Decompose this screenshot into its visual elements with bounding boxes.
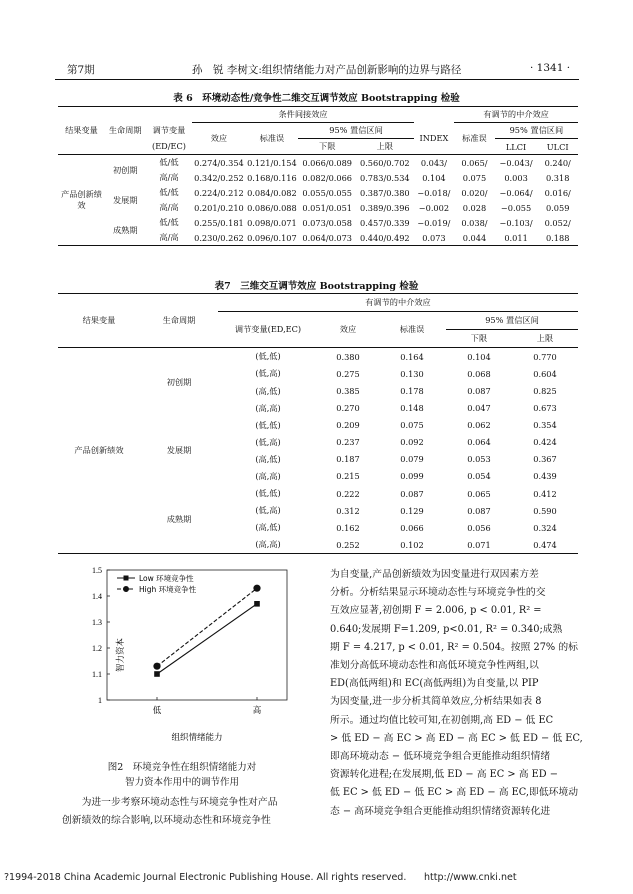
header-rule: [55, 79, 579, 80]
t6-h-lower: 下限: [319, 141, 336, 151]
y-axis-label: 智力资本: [116, 637, 126, 673]
t7-stage: 初创期: [166, 376, 192, 387]
t7-stage: 成熟期: [166, 513, 192, 524]
t6-cell: 0.020/: [461, 187, 488, 198]
t6-cell: 0.051/0.051: [302, 202, 353, 213]
t7-cell: (高,高): [255, 470, 281, 481]
t7-cell: 0.087: [400, 488, 424, 499]
y-tick-label: 1.4: [92, 592, 102, 601]
t7-cell: 0.129: [400, 505, 424, 516]
t6-cell: 0.188: [545, 232, 570, 243]
t6-h-ci2: 95% 置信区间: [495, 123, 578, 139]
t7-h-group: 有调节的中介效应: [218, 294, 578, 312]
t7-cell: (低,高): [255, 368, 281, 379]
t6-cell: 低/低: [159, 187, 179, 197]
t6-cell: 0.086/0.088: [247, 202, 297, 213]
t7-cell: 0.056: [467, 522, 491, 533]
page-number: · 1341 ·: [530, 62, 571, 74]
t7-cell: 0.439: [533, 471, 557, 482]
t6-outcome: 产品创新绩效: [61, 189, 102, 210]
t7-cell: 0.071: [467, 539, 491, 550]
t6-cell: 0.075: [462, 172, 487, 183]
y-tick-label: 1.5: [92, 566, 102, 575]
t6-cell: 0.059: [545, 202, 570, 213]
t6-cell: 0.098/0.071: [247, 217, 297, 228]
t6-cell: 0.201/0.210: [194, 202, 244, 213]
journal-issue: 第7期: [67, 64, 95, 76]
t7-cell: 0.367: [533, 454, 557, 465]
t6-h-se: 标准误: [259, 133, 285, 143]
t7-cell: 0.164: [400, 351, 424, 362]
t7-cell: 0.825: [533, 386, 557, 397]
text-line: 期 F = 4.217, p < 0.01, R² = 0.504。按照 27% 的标: [330, 641, 578, 653]
t6-h-moderator2: (ED/EC): [152, 141, 186, 152]
t7-h-effect: 效应: [339, 324, 357, 335]
t6-cell: 0.255/0.181: [194, 217, 244, 228]
t7-h-lower: 下限: [470, 333, 488, 344]
text-line: 即高环境动态 − 低环境竞争组合更能推动组织情绪: [330, 751, 551, 763]
t6-cell: 0.065/: [461, 157, 488, 168]
t6-cell: 0.082/0.066: [302, 172, 353, 183]
y-tick-label: 1: [98, 696, 102, 705]
t6-cell: −0.103/: [499, 217, 533, 228]
text-line: > 低 ED − 高 EC > 高 ED − 高 EC > 低 ED − 低 EC,: [330, 732, 583, 744]
t7-cell: 0.474: [533, 539, 557, 550]
t6-h-stage: 生命周期: [108, 125, 142, 135]
t6-cell: 0.038/: [461, 217, 488, 228]
t7-cell: 0.162: [336, 522, 360, 533]
text-line: 准划分高低环境动态性和高低环境竞争性两组,以: [330, 660, 539, 672]
t6-cell: 0.073/0.058: [302, 217, 353, 228]
series-point-2: [253, 585, 260, 592]
text-line: 分析。分析结果显示环境动态性与环境竞争性的交: [330, 587, 546, 599]
t7-cell: 0.102: [400, 539, 424, 550]
t6-cell: 0.064/0.073: [302, 232, 353, 243]
t7-cell: 0.222: [336, 488, 360, 499]
figure2-caption-line2: 智力资本作用中的调节作用: [124, 777, 239, 788]
t6-cell: 低/低: [159, 217, 179, 227]
x-tick-label: 高: [252, 706, 262, 716]
text-line: 0.640;发展期 F=1.209, p<0.01, R² = 0.340;成熟: [330, 623, 563, 635]
t6-cell: −0.002: [418, 202, 450, 213]
t6-cell: 高/高: [159, 232, 179, 242]
t7-cell: 0.324: [533, 522, 557, 533]
t6-cell: 0.240/: [544, 157, 571, 168]
table7: [58, 293, 578, 554]
t6-h-group1: 条件间接效应: [192, 107, 413, 123]
t6-cell: 0.028: [462, 202, 487, 213]
t7-h-outcome: 结果变量: [82, 315, 116, 326]
t6-h-moderator: 调节变量: [152, 125, 186, 135]
left-column-text: [62, 794, 314, 830]
t6-cell: 0.003: [504, 172, 528, 183]
y-tick-label: 1.1: [92, 670, 102, 679]
t6-cell: 0.121/0.154: [247, 157, 297, 168]
t7-h-stage: 生命周期: [162, 315, 196, 326]
text-line: 资源转化进程;在发展期,低 ED − 高 EC > 高 ED −: [330, 769, 558, 781]
t7-cell: 0.054: [467, 471, 491, 482]
t7-cell: (高,高): [255, 402, 281, 413]
t6-cell: 0.389/0.396: [360, 202, 410, 213]
t7-cell: (低,低): [255, 351, 281, 362]
t6-cell: 0.342/0.252: [194, 172, 244, 183]
t6-cell: −0.064/: [499, 187, 533, 198]
t6-h-ci: 95% 置信区间: [298, 123, 413, 139]
t7-cell: 0.087: [467, 386, 491, 397]
t6-stage: 初创期: [112, 164, 138, 175]
t7-cell: 0.215: [336, 471, 360, 482]
t7-cell: 0.209: [336, 420, 360, 431]
t6-h-index: INDEX: [419, 133, 449, 144]
t7-cell: 0.047: [467, 403, 491, 414]
t6-cell: −0.018/: [417, 187, 451, 198]
t7-cell: 0.092: [400, 437, 424, 448]
t7-cell: 0.064: [467, 437, 491, 448]
t6-cell: 0.016/: [544, 187, 571, 198]
legend-label-2: High 环境竞争性: [139, 585, 197, 594]
t6-h-group2: 有调节的中介效应: [454, 107, 578, 123]
t7-cell: 0.104: [467, 351, 491, 362]
legend-label-1: Low 环境竞争性: [139, 574, 194, 583]
footer-copyright: ?1994-2018 China Academic Journal Electronic Publishing House. All rights reserved.: [4, 872, 407, 883]
series-point-1: [154, 671, 160, 677]
running-title: 孙 锐 李树文:组织情绪能力对产品创新影响的边界与路径: [192, 64, 462, 76]
t7-cell: (高,低): [255, 453, 281, 464]
figure2-caption: [62, 760, 302, 790]
t7-cell: 0.237: [336, 437, 360, 448]
x-axis-label: 组织情绪能力: [171, 733, 223, 743]
text-line: 创新绩效的综合影响,以环境动态性和环境竞争性: [62, 815, 271, 827]
legend-marker-1: [124, 576, 129, 581]
t7-cell: 0.270: [336, 403, 360, 414]
t7-cell: 0.087: [467, 505, 491, 516]
t7-cell: 0.075: [400, 420, 424, 431]
text-line: ED(高低两组)和 EC(高低两组)为自变量,以 PIP: [330, 678, 539, 690]
t6-cell: 0.104: [422, 172, 446, 183]
t7-cell: 0.079: [400, 454, 424, 465]
t6-h-ulci: ULCI: [546, 141, 569, 152]
t7-cell: (低,高): [255, 436, 281, 447]
t6-cell: 0.096/0.107: [247, 232, 297, 243]
t6-cell: 0.274/0.354: [194, 157, 244, 168]
text-line: 为因变量,进一步分析其简单效应,分析结果如表 8: [330, 696, 542, 708]
text-line: 态 − 高环境竞争组合更能推动组织情绪资源转化进: [330, 805, 551, 817]
text-line: 所示。通过均值比较可知,在初创期,高 ED − 低 EC: [330, 714, 554, 726]
figure2-caption-line1: 图2 环境竞争性在组织情绪能力对: [107, 762, 257, 773]
t7-cell: (低,低): [255, 419, 281, 430]
t7-cell: (高,低): [255, 385, 281, 396]
t7-cell: 0.130: [400, 368, 424, 379]
t7-cell: 0.062: [467, 420, 491, 431]
text-line: 互效应显著,初创期 F = 2.006, p < 0.01, R² =: [330, 605, 542, 617]
t7-cell: 0.354: [533, 420, 557, 431]
t6-cell: 0.783/0.534: [360, 172, 410, 183]
x-tick-label: 低: [152, 706, 162, 716]
footer-url: http://www.cnki.net: [424, 872, 517, 883]
t7-cell: 0.424: [533, 437, 557, 448]
t7-cell: 0.187: [336, 454, 360, 465]
series-line-2: [157, 588, 257, 666]
t7-cell: 0.148: [400, 403, 424, 414]
t6-cell: 高/高: [159, 172, 179, 182]
t7-cell: 0.385: [336, 386, 360, 397]
t6-cell: 0.084/0.082: [247, 187, 297, 198]
t7-cell: 0.099: [400, 471, 424, 482]
t6-cell: 0.052/: [544, 217, 571, 228]
table6: [58, 106, 578, 246]
right-column-text: [330, 566, 583, 821]
t7-cell: 0.053: [467, 454, 491, 465]
series-point-1: [254, 601, 260, 607]
t6-cell: 0.055/0.055: [302, 187, 353, 198]
text-line: 为自变量,产品创新绩效为因变量进行双因素方差: [330, 569, 539, 580]
t7-cell: (低,低): [255, 488, 281, 499]
t7-cell: 0.252: [336, 539, 360, 550]
t6-cell: 0.044: [462, 232, 487, 243]
t7-cell: 0.065: [467, 488, 491, 499]
t7-h-se: 标准误: [399, 324, 425, 335]
t7-cell: 0.412: [533, 488, 557, 499]
t7-cell: 0.178: [400, 386, 424, 397]
t6-cell: −0.019/: [417, 217, 451, 228]
t6-cell: 0.560/0.702: [360, 157, 410, 168]
t7-cell: 0.770: [533, 351, 557, 362]
t7-stage: 发展期: [166, 445, 192, 456]
t7-cell: 0.312: [336, 505, 360, 516]
t6-cell: 0.224/0.212: [194, 187, 244, 198]
text-line: 为进一步考察环境动态性与环境竞争性对产品: [81, 797, 278, 808]
y-tick-label: 1.3: [92, 618, 102, 627]
t6-cell: 高/高: [159, 202, 179, 212]
t7-h-ci: 95% 置信区间: [446, 312, 578, 330]
t6-cell: 0.066/0.089: [302, 157, 353, 168]
table7-caption: 表7 三维交互调节效应 Bootstrapping 检验: [214, 281, 419, 292]
y-tick-label: 1.2: [92, 644, 102, 653]
legend-marker-2: [123, 586, 129, 592]
t6-h-upper: 上限: [376, 141, 394, 151]
t7-cell: 0.590: [533, 505, 557, 516]
t7-outcome: 产品创新绩效: [74, 445, 124, 456]
t7-cell: 0.604: [533, 368, 557, 379]
table6-caption: 表 6 环境动态性/竞争性二维交互调节效应 Bootstrapping 检验: [173, 93, 460, 104]
t7-cell: (高,低): [255, 522, 281, 533]
series-point-2: [153, 663, 160, 670]
t6-cell: 0.043/: [420, 157, 448, 168]
t6-h-outcome: 结果变量: [65, 125, 98, 135]
t6-cell: 0.073: [422, 232, 446, 243]
t7-cell: 0.066: [400, 522, 424, 533]
t6-h-se2: 标准误: [462, 133, 487, 143]
t7-cell: 0.275: [336, 368, 360, 379]
figure2-chart: [62, 560, 302, 760]
t6-cell: 0.011: [504, 232, 528, 243]
t6-cell: 0.318: [545, 172, 570, 183]
text-line: 低 EC > 低 ED − 低 EC > 高 ED − 高 EC,即低环境动: [330, 787, 579, 799]
t6-cell: 0.457/0.339: [360, 217, 410, 228]
t6-stage: 发展期: [112, 194, 138, 205]
t7-cell: 0.380: [336, 351, 360, 362]
t7-cell: (低,高): [255, 505, 281, 516]
t7-cell: (高,高): [255, 539, 281, 550]
t6-cell: 0.387/0.380: [360, 187, 410, 198]
t7-h-upper: 上限: [536, 333, 554, 344]
t6-h-effect: 效应: [210, 133, 228, 143]
t6-cell: 0.440/0.492: [360, 232, 410, 243]
t7-cell: 0.068: [467, 368, 491, 379]
t6-stage: 成熟期: [112, 224, 138, 235]
t6-cell: 0.230/0.262: [194, 232, 244, 243]
t6-cell: 低/低: [159, 157, 179, 167]
t6-cell: −0.055: [500, 202, 532, 213]
t6-cell: −0.043/: [499, 157, 533, 168]
series-line-1: [157, 604, 257, 674]
t7-h-moderator: 调节变量(ED,EC): [234, 324, 302, 335]
t6-h-llci: LLCI: [505, 141, 527, 152]
t6-cell: 0.168/0.116: [247, 172, 297, 183]
t7-cell: 0.673: [533, 403, 557, 414]
